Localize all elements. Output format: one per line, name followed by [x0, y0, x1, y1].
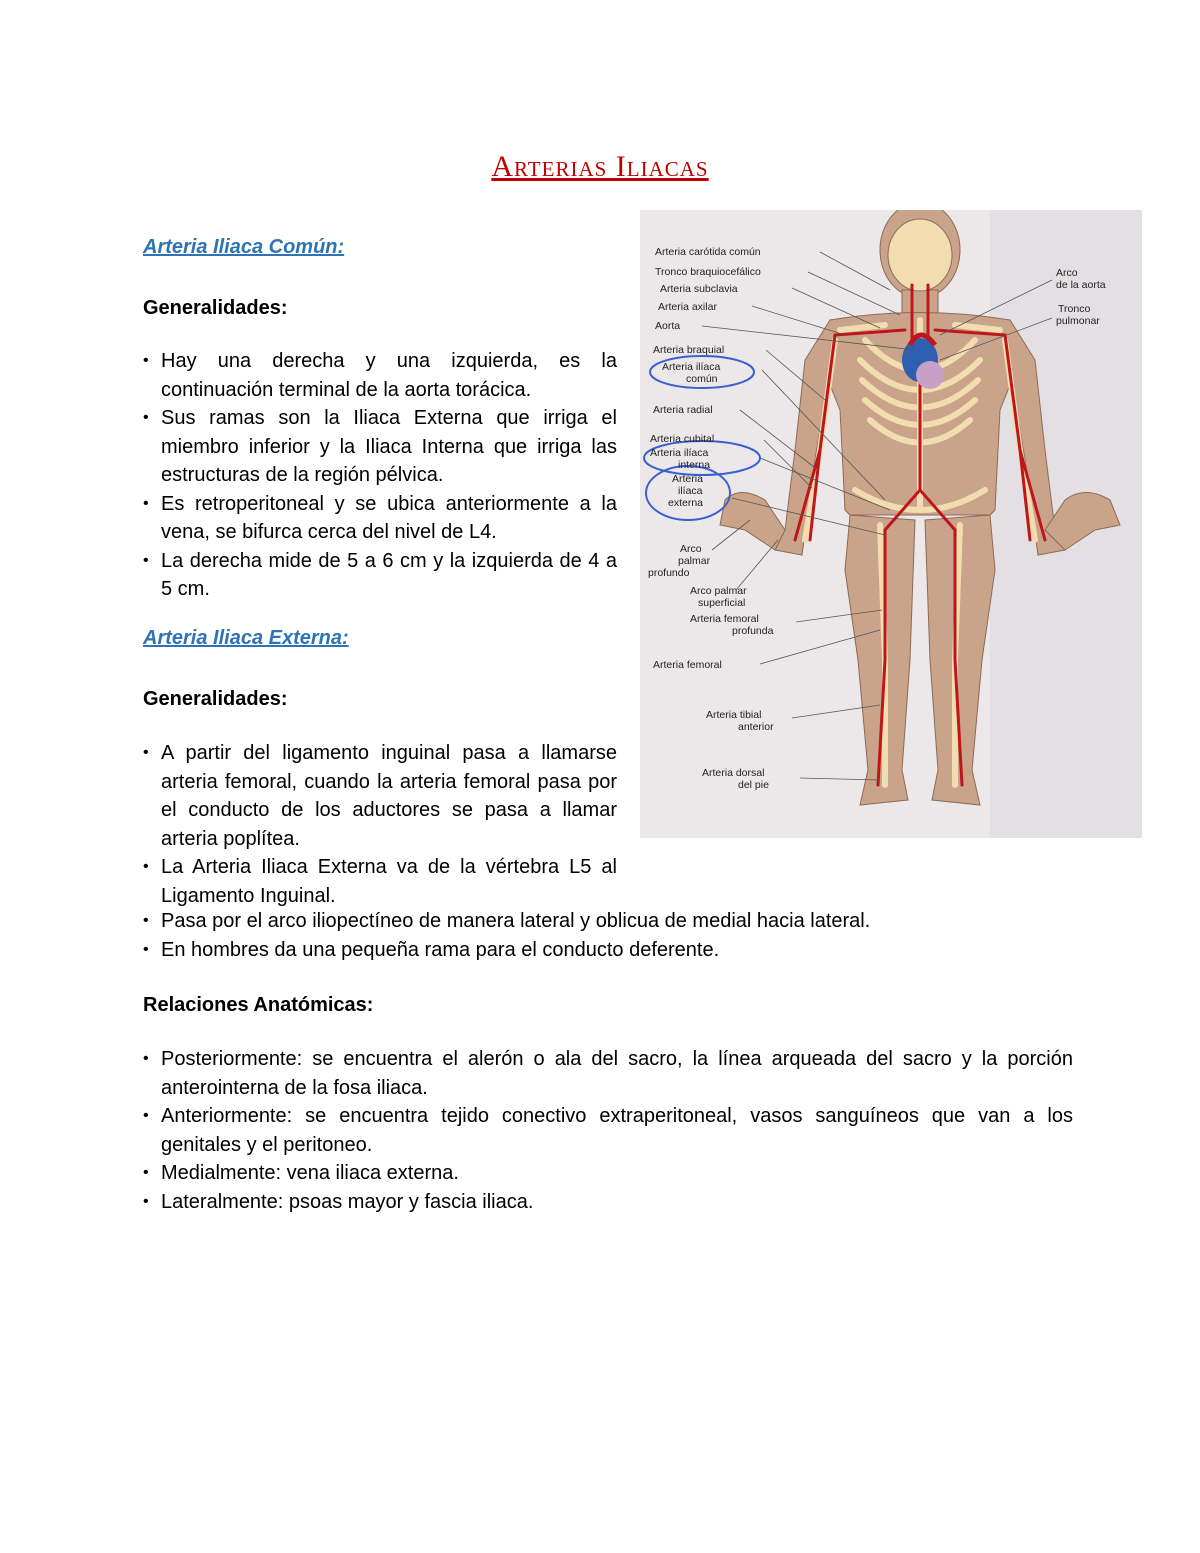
figure-label: Arteria — [672, 473, 703, 485]
figure-label: ilíaca — [678, 485, 703, 497]
relations-heading: Relaciones Anatómicas: — [143, 994, 374, 1016]
external-generalities-heading: Generalidades: — [143, 688, 288, 710]
list-item: • Anteriormente: se encuentra tejido conectivo extraperitoneal, vasos sanguíneos que van a los genitales y el peritoneo. — [143, 1102, 1073, 1159]
list-item: • La Arteria Iliaca Externa va de la vértebra L5 al Ligamento Inguinal. — [143, 853, 617, 910]
figure-label: Arteria femoral — [690, 613, 759, 625]
list-item: • Medialmente: vena iliaca externa. — [143, 1159, 1073, 1188]
figure-label: Arteria radial — [653, 404, 713, 416]
figure-label: Arteria cubital — [650, 433, 715, 445]
relations-list — [143, 1045, 1073, 1216]
figure-label: Arco — [1056, 267, 1078, 279]
figure-label: Arteria femoral — [653, 659, 722, 671]
figure-label: común — [686, 373, 718, 385]
skull — [888, 219, 952, 291]
figure-label: de la aorta — [1056, 279, 1106, 291]
figure-label: Arteria ilíaca — [650, 447, 709, 459]
list-item: • Pasa por el arco iliopectíneo de manera lateral y oblicua de medial hacia lateral. — [143, 907, 1073, 936]
list-item: • Lateralmente: psoas mayor y fascia iliaca. — [143, 1188, 1073, 1217]
figure-label: Arteria axilar — [658, 301, 717, 313]
figure-label: Arteria carótida común — [655, 246, 761, 258]
figure-label: profunda — [732, 625, 774, 637]
figure-label: Arteria braquial — [653, 344, 725, 356]
figure-label: Arteria subclavia — [660, 283, 738, 295]
figure-label: palmar — [678, 555, 711, 567]
figure-label: Aorta — [655, 320, 681, 332]
page-title: Arterias Iliacas — [491, 150, 709, 183]
figure-label: Arteria ilíaca — [662, 361, 721, 373]
figure-label: anterior — [738, 721, 774, 733]
common-generalities-list — [143, 347, 617, 604]
figure-label: Tronco — [1058, 303, 1091, 315]
figure-label: profundo — [648, 567, 690, 579]
arterial-system-illustration — [640, 210, 1142, 838]
figure-label: del pie — [738, 779, 769, 791]
figure-label: Arco palmar — [690, 585, 747, 597]
external-iliac-heading: Arteria Iliaca Externa: — [143, 627, 349, 649]
list-item: • Posteriormente: se encuentra el alerón o ala del sacro, la línea arqueada del sacro y la porción anterointerna de la fosa iliaca. — [143, 1045, 1073, 1102]
figure-label: Arco — [680, 543, 702, 555]
figure-label: externa — [668, 497, 704, 509]
figure-label: Arteria dorsal — [702, 767, 765, 779]
figure-label: Tronco braquiocefálico — [655, 266, 761, 278]
list-item: • Hay una derecha y una izquierda, es la continuación terminal de la aorta torácica. — [143, 347, 617, 404]
common-iliac-heading: Arteria Iliaca Común: — [143, 236, 345, 258]
arterial-system-figure — [640, 210, 1142, 838]
list-item: • Sus ramas son la Iliaca Externa que irriga el miembro inferior y la Iliaca Interna que irriga las estructuras de la región pélvica. — [143, 404, 617, 490]
external-generalities-list-continued — [143, 907, 1073, 964]
figure-label: pulmonar — [1056, 315, 1100, 327]
external-generalities-list — [143, 739, 617, 910]
figure-label: Arteria tibial — [706, 709, 762, 721]
list-item: • A partir del ligamento inguinal pasa a llamarse arteria femoral, cuando la arteria femoral pasa por el conducto de los aductores se pasa a llamar arteria poplítea. — [143, 739, 617, 853]
list-item: • Es retroperitoneal y se ubica anteriormente a la vena, se bifurca cerca del nivel de L4. — [143, 490, 617, 547]
figure-label: superficial — [698, 597, 746, 609]
list-item: • En hombres da una pequeña rama para el conducto deferente. — [143, 936, 1073, 965]
list-item: • La derecha mide de 5 a 6 cm y la izquierda de 4 a 5 cm. — [143, 547, 617, 604]
common-generalities-heading: Generalidades: — [143, 297, 288, 319]
figure-label: interna — [678, 459, 711, 471]
